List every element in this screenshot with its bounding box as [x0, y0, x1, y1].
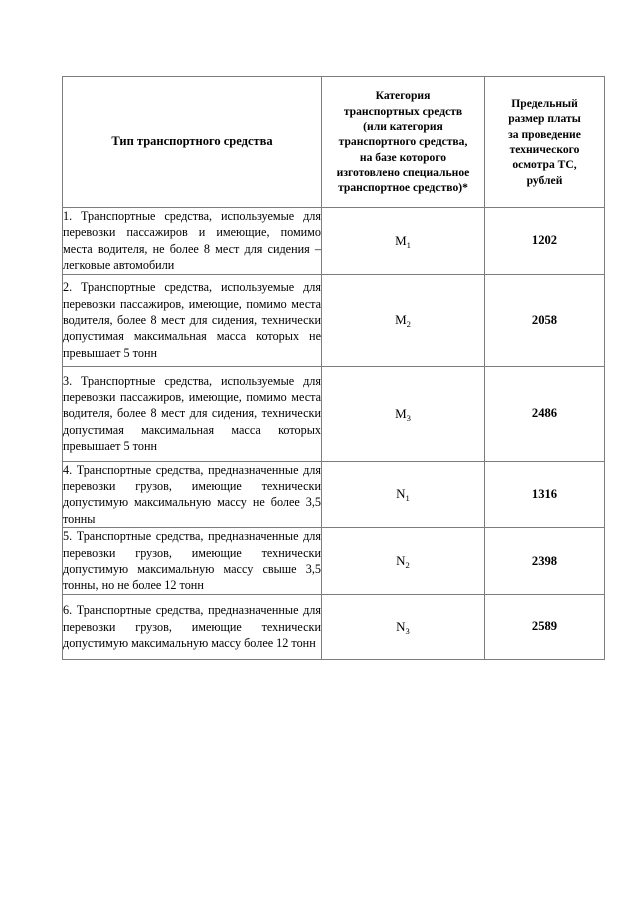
cell-vehicle-type: 1. Транспортные средства, используемые для перевозки пассажиров и имеющие, помимо места водителя, не более 8 мест для сидения – легковые автомобили [63, 209, 321, 273]
cell-max-fee: 2398 [485, 528, 605, 595]
category-letter: N [396, 553, 406, 569]
header-line: транспортного средства, [338, 135, 468, 149]
table-row [63, 594, 605, 659]
table-row [63, 274, 605, 366]
cell-vehicle-type: 2. Транспортные средства, используемые для перевозки пассажиров, имеющие, помимо места водителя, более 8 мест для сидения, технически допустимая максимальная масса которых не превышает 5 тонн [63, 274, 322, 366]
category-letter: N [396, 618, 406, 634]
category-index: 3 [405, 625, 410, 636]
cell-vehicle-category [322, 274, 485, 366]
header-line: технического [509, 143, 580, 156]
table-header [63, 77, 605, 208]
cell-max-fee: 1202 [485, 208, 605, 275]
category-index: 3 [406, 412, 411, 423]
category-index: 1 [405, 493, 410, 504]
cell-vehicle-category [322, 594, 485, 659]
header-row [63, 77, 605, 208]
cell-vehicle-category [322, 208, 485, 275]
header-line: Категория [375, 89, 431, 103]
header-line: на базе которого [359, 150, 447, 164]
column-header-vehicle-category [322, 77, 485, 208]
header-line: транспортных средств [343, 104, 463, 118]
cell-vehicle-type: 6. Транспортные средства, предназначенные для перевозки грузов, имеющие технически допустимую максимальную массу более 12 тонн [63, 594, 322, 659]
vehicle-inspection-fee-table [62, 76, 605, 660]
category-letter: M [395, 232, 407, 248]
cell-max-fee: 2486 [485, 366, 605, 461]
table-row [63, 528, 605, 595]
category-index: 1 [406, 239, 411, 250]
header-line: рублей [526, 173, 563, 187]
header-line: Предельный [511, 97, 578, 111]
header-line: транспортное средство)* [338, 181, 468, 195]
cell-vehicle-category [322, 461, 485, 528]
table-row [63, 461, 605, 528]
cell-max-fee: 2058 [485, 274, 605, 366]
category-index: 2 [406, 319, 411, 330]
header-line: (или категория [363, 120, 443, 134]
cell-max-fee: 2589 [485, 594, 605, 659]
cell-vehicle-type: 5. Транспортные средства, предназначенные для перевозки грузов, имеющие технически допустимую максимальную массу свыше 3,5 тонны, но не более 12 тонн [63, 529, 321, 593]
cell-max-fee: 1316 [485, 461, 605, 528]
category-letter: M [395, 405, 407, 421]
header-line: осмотра ТС, [512, 158, 577, 172]
cell-vehicle-category [322, 366, 485, 461]
table-row [63, 208, 605, 275]
cell-vehicle-type: 3. Транспортные средства, используемые для перевозки пассажиров, имеющие, помимо места водителя, более 8 мест для сидения, технически допустимая максимальная масса которых превышает 5 тонн [63, 366, 322, 461]
column-header-max-fee [485, 77, 605, 208]
table-row [63, 366, 605, 461]
header-line: за проведение [508, 127, 581, 141]
tariff-table-container [62, 76, 604, 660]
category-letter: M [395, 312, 407, 328]
category-letter: N [396, 486, 406, 502]
table-body [63, 208, 605, 660]
cell-vehicle-type: 4. Транспортные средства, предназначенные для перевозки грузов, имеющие технически допустимую максимальную массу не более 3,5 тонны [63, 462, 321, 526]
category-index: 2 [405, 560, 410, 571]
header-line: размер платы [508, 112, 581, 126]
column-header-vehicle-type: Тип транспортного средства [63, 77, 322, 208]
header-line: изготовлено специальное [336, 165, 470, 179]
cell-vehicle-category [322, 528, 485, 595]
